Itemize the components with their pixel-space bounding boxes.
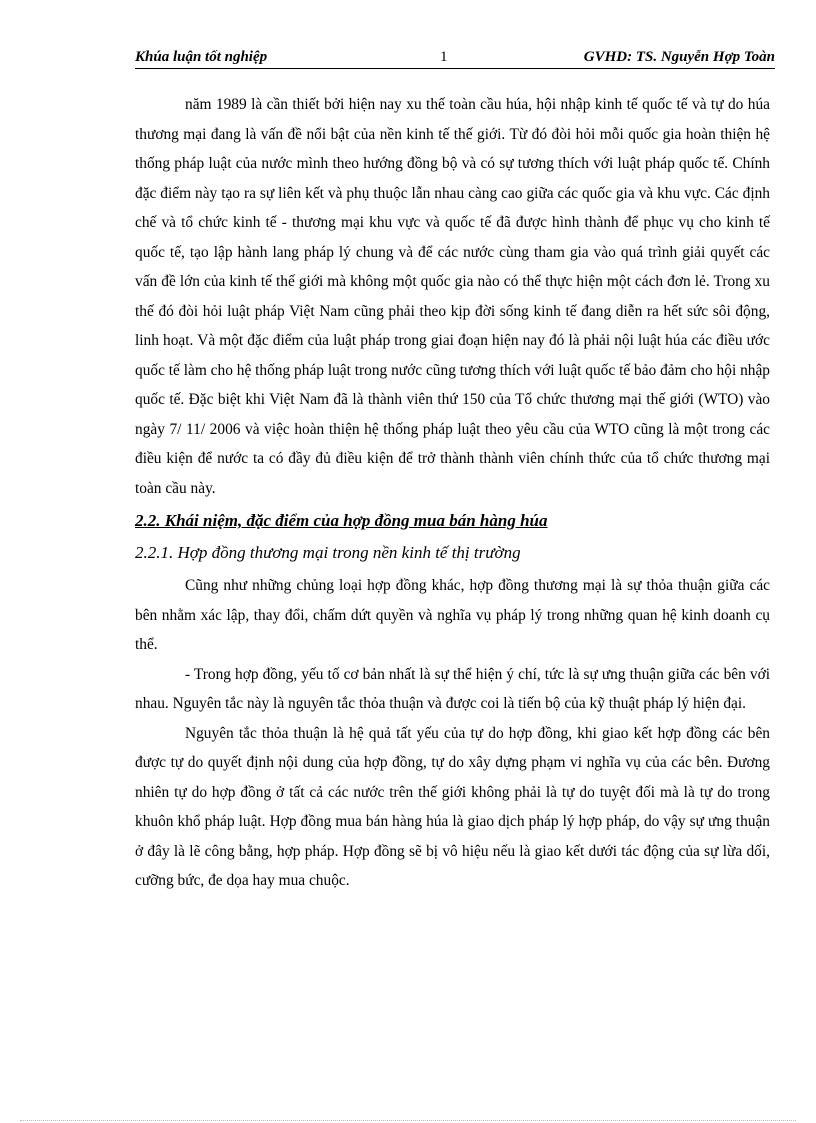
paragraph-will-expression: - Trong hợp đồng, yếu tố cơ bản nhất là sự thể hiện ý chí, tức là sự ưng thuận giữa các bên với nhau. Nguyên tắc này là nguyên tắc thỏa thuận và được coi là tiến bộ của kỹ thuật pháp lý hiện đại. bbox=[135, 665, 770, 712]
page-bottom-border bbox=[20, 1120, 796, 1121]
page-header bbox=[135, 48, 775, 69]
paragraph-agreement-principle: Nguyên tắc thỏa thuận là hệ quả tất yếu của tự do hợp đồng, khi giao kết hợp đồng các bên được tự do quyết định nội dung của hợp đồng, tự do xây dựng phạm vi nghĩa vụ của các bên. Đương nhiên tự do hợp đồng ở tất cả các nước trên thế giới không phải là tự do tuyệt đối mà là tự do trong khuôn khổ pháp luật. Hợp đồng mua bán hàng húa là giao dịch pháp lý hợp pháp, do vậy sự ưng thuận ở đây là lẽ công bằng, hợp pháp. Hợp đồng sẽ bị vô hiệu nếu là giao kết dưới tác động của sự lừa dối, cưỡng bức, đe dọa hay mua chuộc. bbox=[135, 724, 770, 889]
subsection-heading-2-2-1: 2.2.1. Hợp đồng thương mại trong nền kinh tế thị trường bbox=[135, 543, 521, 562]
paragraph-intro: năm 1989 là cần thiết bởi hiện nay xu thế toàn cầu húa, hội nhập kinh tế quốc tế và tự do húa thương mại đang là vấn đề nổi bật của nền kinh tế thế giới. Từ đó đòi hỏi mỗi quốc gia hoàn thiện hệ thống pháp luật của nước mình theo hướng đồng bộ và có sự tương thích với luật pháp quốc tế. Chính đặc điểm này tạo ra sự liên kết và phụ thuộc lẫn nhau càng cao giữa các quốc gia và khu vực. Các định chế và tổ chức kinh tế - thương mại khu vực và quốc tế đã được hình thành để phục vụ cho kinh tế quốc tế, tạo lập hành lang pháp lý chung và để các nước cùng tham gia vào quá trình giải quyết các vấn đề lớn của kinh tế thế giới mà không một quốc gia nào có thể thực hiện một cách đơn lẻ. Trong xu thế đó đòi hỏi luật pháp Việt Nam cũng phải theo kịp đời sống kinh tế đang diễn ra hết sức sôi động, linh hoạt. Và một đặc điểm của luật pháp trong giai đoạn hiện nay đó là phải nội luật húa các điều ước quốc tế làm cho hệ thống pháp luật trong nước cũng tương thích với luật quốc tế bảo đảm cho hội nhập quốc tế. Đặc biệt khi Việt Nam đã là thành viên thứ 150 của Tổ chức thương mại thế giới (WTO) vào ngày 7/ 11/ 2006 và việc hoàn thiện hệ thống pháp luật theo yêu cầu của WTO cũng là một trong các điều kiện để nước ta có đầy đủ điều kiện để trở thành thành viên chính thức của tổ chức thương mại toàn cầu này. bbox=[135, 96, 770, 497]
header-thesis-title: Khúa luận tốt nghiệp bbox=[135, 49, 268, 65]
page-number: 1 bbox=[440, 49, 448, 65]
section-heading-2-2: 2.2. Khái niệm, đặc điểm của hợp đồng mua bán hàng húa bbox=[135, 511, 548, 530]
document-body bbox=[135, 90, 770, 896]
header-advisor: GVHD: TS. Nguyễn Hợp Toàn bbox=[583, 49, 775, 65]
paragraph-definition: Cũng như những chủng loại hợp đồng khác, hợp đồng thương mại là sự thỏa thuận giữa các bên nhằm xác lập, thay đổi, chấm dứt quyền và nghĩa vụ pháp lý trong những quan hệ kinh doanh cụ thể. bbox=[135, 577, 770, 653]
